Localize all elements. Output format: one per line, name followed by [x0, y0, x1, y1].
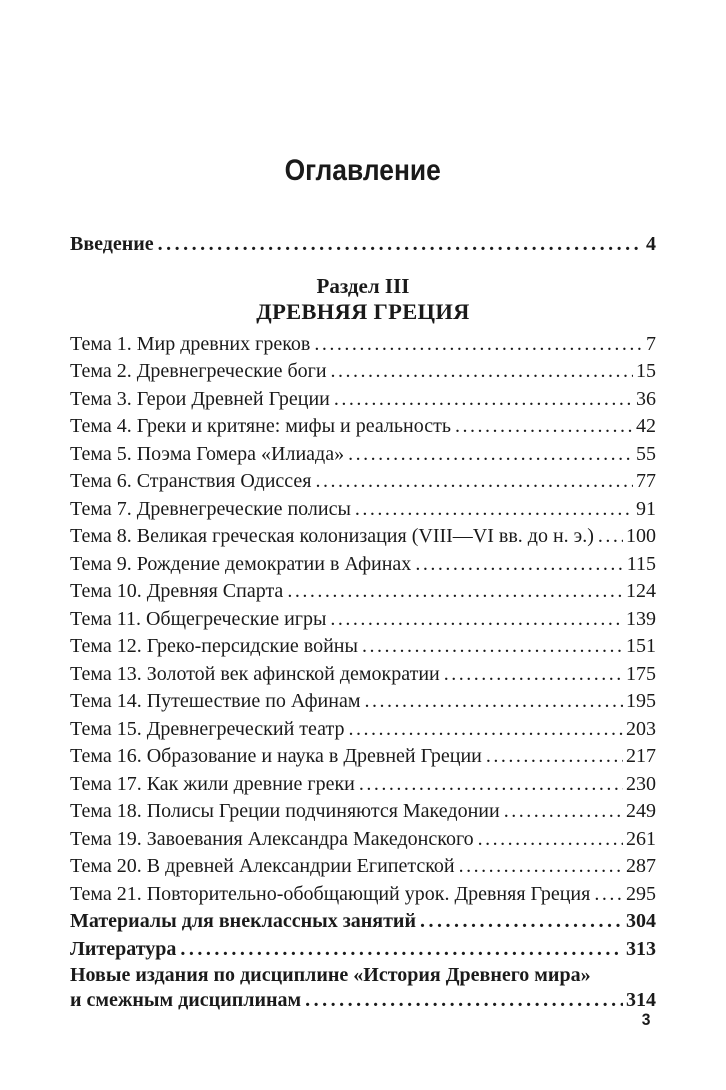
leader-dots — [330, 606, 623, 634]
toc-entry — [70, 987, 656, 1015]
toc-entry-title: Тема 20. В древней Александрии Египетской — [70, 855, 455, 877]
leader-dots — [314, 331, 643, 359]
toc-entry-page: 249 — [626, 800, 656, 822]
toc-entry-title: Новые издания по дисциплине «История Древнего мира» — [70, 964, 591, 986]
leader-dots — [504, 798, 623, 826]
section-label: Раздел III — [316, 273, 410, 298]
toc-entry-intro — [70, 231, 656, 259]
toc-entry — [70, 826, 656, 854]
toc-entry-title: Материалы для внеклассных занятий — [70, 910, 416, 932]
leader-dots — [348, 441, 633, 469]
toc-entry-title: Тема 6. Странствия Одиссея — [70, 470, 312, 492]
toc-entry — [70, 551, 656, 579]
toc-entry — [70, 881, 656, 909]
leader-dots — [305, 987, 623, 1015]
toc-entry-page: 195 — [626, 690, 656, 712]
toc-entry-title: Тема 2. Древнегреческие боги — [70, 360, 327, 382]
toc-entry-title: Тема 13. Золотой век афинской демократии — [70, 662, 440, 685]
toc-entry-title: Тема 21. Повторительно-обобщающий урок. Древняя Греция — [70, 882, 591, 905]
leader-dots — [455, 413, 633, 441]
leader-dots — [459, 853, 623, 881]
toc-entry-title: Тема 16. Образование и наука в Древней Греции — [70, 745, 482, 767]
leader-dots — [415, 551, 623, 579]
leader-dots — [362, 633, 623, 661]
toc-entry-title: Тема 9. Рождение демократии в Афинах — [70, 552, 412, 575]
leader-dots — [594, 881, 623, 909]
section-title: ДРЕВНЯЯ ГРЕЦИЯ — [256, 298, 470, 324]
toc-entry — [70, 523, 656, 551]
toc-entry — [70, 441, 656, 469]
toc-entry-page: 36 — [636, 387, 656, 410]
leader-dots — [598, 523, 623, 551]
leader-dots — [486, 743, 623, 771]
toc-entry-page: 55 — [636, 442, 656, 465]
toc-entry-title: Литература — [70, 937, 177, 960]
toc-entry — [70, 496, 656, 524]
toc-entry — [70, 661, 656, 689]
page-number: 3 — [641, 1010, 650, 1029]
toc-entry-page: 203 — [626, 717, 656, 740]
toc-entry-page: 91 — [636, 497, 656, 520]
leader-dots — [331, 358, 633, 386]
toc-entry-title: Тема 1. Мир древних греков — [70, 332, 311, 355]
toc-entry-page: 100 — [626, 525, 656, 547]
toc-entry-title: Тема 14. Путешествие по Афинам — [70, 690, 361, 712]
toc-entry-page: 287 — [626, 855, 656, 877]
leader-dots — [355, 496, 633, 524]
toc-entry — [70, 331, 656, 359]
toc-entry-page: 151 — [626, 635, 656, 657]
toc-entry — [70, 771, 656, 799]
toc-entry-title: Тема 19. Завоевания Александра Македонского — [70, 827, 474, 850]
toc-entry-page: 124 — [626, 580, 656, 602]
toc-entry — [70, 413, 656, 441]
toc-entry-title: Тема 5. Поэма Гомера «Илиада» — [70, 442, 345, 465]
toc-entry-title: Тема 3. Герои Древней Греции — [70, 387, 330, 410]
leader-dots — [180, 936, 623, 964]
toc-entry-page: 42 — [636, 415, 656, 437]
toc-entry-title: Тема 10. Древняя Спарта — [70, 580, 284, 602]
toc-entry — [70, 633, 656, 661]
toc-entry-title: Тема 11. Общегреческие игры — [70, 607, 327, 630]
toc-entry-title: Тема 15. Древнегреческий театр — [70, 717, 345, 740]
toc-entry-title: Тема 18. Полисы Греции подчиняются Македонии — [70, 800, 500, 822]
toc-content — [70, 0, 656, 1015]
toc-list — [70, 331, 656, 1015]
toc-entry-page: 314 — [626, 989, 656, 1011]
toc-entry — [70, 358, 656, 386]
toc-entry — [70, 578, 656, 606]
leader-dots — [315, 468, 633, 496]
toc-entry — [70, 716, 656, 744]
leader-dots — [444, 661, 623, 689]
toc-entry-page: 175 — [626, 662, 656, 685]
toc-entry — [70, 798, 656, 826]
leader-dots — [365, 688, 624, 716]
page-title — [70, 150, 656, 188]
toc-entry-page: 304 — [626, 910, 656, 932]
toc-entry — [70, 908, 656, 936]
toc-entry-page: 295 — [626, 882, 656, 905]
toc-entry — [70, 386, 656, 414]
leader-dots — [420, 908, 623, 936]
toc-entry-page: 15 — [636, 360, 656, 382]
toc-entry — [70, 606, 656, 634]
toc-entry-page: 313 — [626, 937, 656, 960]
toc-entry-continued — [70, 963, 656, 987]
leader-dots — [478, 826, 623, 854]
toc-entry-page: 217 — [626, 745, 656, 767]
toc-entry — [70, 853, 656, 881]
toc-entry — [70, 936, 656, 964]
toc-entry-title: и смежным дисциплинам — [70, 989, 302, 1011]
toc-entry-title: Тема 4. Греки и критяне: мифы и реальность — [70, 415, 451, 437]
toc-entry-title: Тема 17. Как жили древние греки — [70, 772, 355, 795]
toc-entry — [70, 468, 656, 496]
leader-dots — [334, 386, 633, 414]
toc-entry-title: Тема 8. Великая греческая колонизация (VIII—VI вв. до н. э.) — [70, 525, 594, 547]
page-title-text: Оглавление — [284, 154, 442, 187]
toc-entry — [70, 743, 656, 771]
leader-dots — [359, 771, 623, 799]
toc-entry-page: 7 — [646, 332, 656, 355]
toc-entry — [70, 688, 656, 716]
toc-entry-page: 77 — [636, 470, 656, 492]
leader-dots — [158, 231, 643, 259]
toc-entry-title: Тема 12. Греко-персидские войны — [70, 635, 358, 657]
toc-entry-page: 115 — [626, 552, 656, 575]
toc-entry-title: Тема 7. Древнегреческие полисы — [70, 497, 351, 520]
toc-entry-page: 261 — [626, 827, 656, 850]
toc-entry-page: 230 — [626, 772, 656, 795]
toc-entry-page: 139 — [626, 607, 656, 630]
toc-entry-title: Введение — [70, 233, 154, 255]
leader-dots — [287, 578, 623, 606]
toc-entry-page: 4 — [646, 233, 656, 255]
leader-dots — [349, 716, 624, 744]
